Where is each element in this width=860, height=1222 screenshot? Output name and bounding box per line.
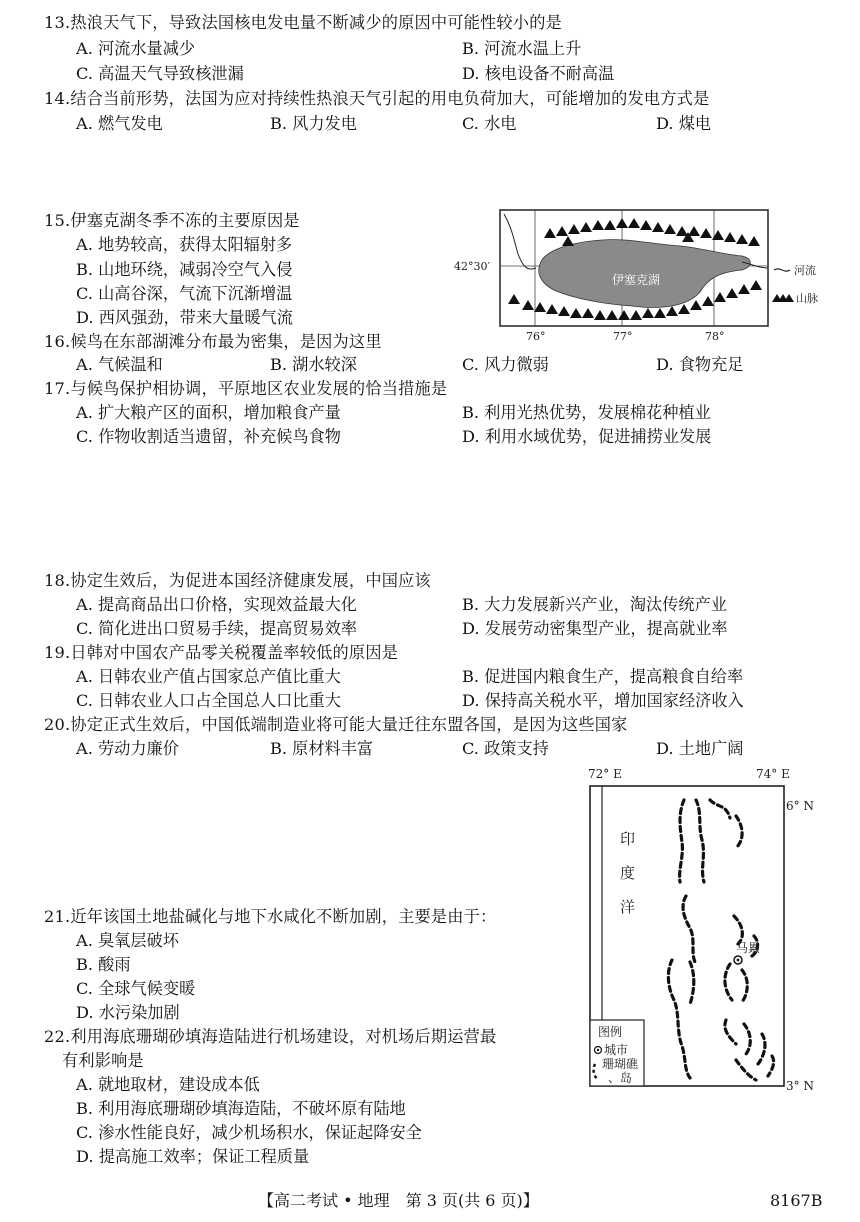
latitude-label: 42°30′ [454,260,490,273]
question-20-stem: 20.协定正式生效后，中国低端制造业将可能大量迁往东盟各国，是因为这些国家 [44,715,628,734]
q16-option-d: D. 食物充足 [656,355,744,374]
legend-coral-label: 珊瑚礁 [602,1057,639,1071]
longitude-label: 74° E [756,767,790,781]
q22-option-d: D. 提高施工效率；保证工程质量 [76,1147,310,1166]
question-22-stem-cont: 有利影响是 [62,1051,144,1070]
city-label: 马累 [736,941,761,955]
q19-option-d: D. 保持高关税水平，增加国家经济收入 [462,691,744,710]
question-18-stem: 18.协定生效后，为促进本国经济健康发展，中国应该 [44,571,431,590]
mountain-legend-icon [772,294,794,302]
q19-option-b: B. 促进国内粮食生产，提高粮食自给率 [462,667,744,686]
q13-option-c: C. 高温天气导致核泄漏 [76,64,244,83]
q18-option-b: B. 大力发展新兴产业，淘汰传统产业 [462,595,727,614]
q13-option-b: B. 河流水温上升 [462,39,582,58]
legend-city-label: 城市 [604,1043,629,1057]
q15-option-b: B. 山地环绕，减弱冷空气入侵 [76,260,293,279]
q20-option-c: C. 政策支持 [462,739,549,758]
q18-option-a: A. 提高商品出口价格，实现效益最大化 [76,595,357,614]
q18-option-c: C. 简化进出口贸易手续，提高贸易效率 [76,619,358,638]
issyk-kul-map [452,206,824,344]
lake-label: 伊塞克湖 [612,273,661,287]
question-22-stem: 22.利用海底珊瑚砂填海造陆进行机场建设，对机场后期运营最 [44,1027,497,1046]
q14-option-d: D. 煤电 [656,114,712,133]
q17-option-a: A. 扩大粮产区的面积，增加粮食产量 [76,403,341,422]
q13-option-d: D. 核电设备不耐高温 [462,64,615,83]
q21-option-a: A. 臭氧层破坏 [76,931,179,950]
q14-option-c: C. 水电 [462,114,517,133]
paper-code: 8167B [770,1191,823,1210]
q14-option-b: B. 风力发电 [270,114,357,133]
legend-title: 图例 [598,1025,623,1039]
maldives-map [586,764,834,1096]
ocean-label: 印 [620,830,636,848]
question-15-stem: 15.伊塞克湖冬季不冻的主要原因是 [44,211,300,230]
q22-option-a: A. 就地取材，建设成本低 [76,1075,260,1094]
legend-coral-label: 、岛 [608,1071,633,1085]
ocean-label: 度 [620,864,636,882]
q21-option-c: C. 全球气候变暖 [76,979,196,998]
legend-river-label: 河流 [794,264,816,277]
question-19-stem: 19.日韩对中国农产品零关税覆盖率较低的原因是 [44,643,399,662]
legend-mountain-label: 山脉 [796,292,818,305]
q16-option-a: A. 气候温和 [76,355,163,374]
longitude-label: 77° [613,330,633,343]
q17-option-c: C. 作物收割适当遗留，补充候鸟食物 [76,427,341,446]
q15-option-d: D. 西风强劲，带来大量暖气流 [76,308,293,327]
longitude-label: 76° [526,330,546,343]
ocean-label: 洋 [620,898,636,916]
question-17-stem: 17.与候鸟保护相协调，平原地区农业发展的恰当措施是 [44,379,448,398]
q21-option-b: B. 酸雨 [76,955,131,974]
q18-option-d: D. 发展劳动密集型产业，提高就业率 [462,619,728,638]
q20-option-a: A. 劳动力廉价 [76,739,179,758]
latitude-label: 6° N [786,799,814,813]
q13-option-a: A. 河流水量减少 [76,39,196,58]
river-legend-icon [774,269,790,271]
q22-option-c: C. 渗水性能良好，减少机场积水，保证起降安全 [76,1123,422,1142]
question-21-stem: 21.近年该国土地盐碱化与地下水咸化不断加剧，主要是由于： [44,907,497,926]
longitude-label: 72° E [588,767,622,781]
page-footer: 【高二考试 • 地理 第 3 页(共 6 页)】 [258,1191,539,1210]
q19-option-a: A. 日韩农业产值占国家总产值比重大 [76,667,341,686]
q17-option-b: B. 利用光热优势，发展棉花种植业 [462,403,711,422]
question-14-stem: 14.结合当前形势，法国为应对持续性热浪天气引起的用电负荷加大，可能增加的发电方式是 [44,89,710,108]
q15-option-a: A. 地势较高，获得太阳辐射多 [76,235,293,254]
latitude-label: 3° N [786,1079,814,1093]
q16-option-c: C. 风力微弱 [462,355,549,374]
question-13-stem: 13.热浪天气下，导致法国核电发电量不断减少的原因中可能性较小的是 [44,13,562,32]
q21-option-d: D. 水污染加剧 [76,1003,180,1022]
q14-option-a: A. 燃气发电 [76,114,163,133]
question-16-stem: 16.候鸟在东部湖滩分布最为密集，是因为这里 [44,332,382,351]
q20-option-b: B. 原材料丰富 [270,739,374,758]
q20-option-d: D. 土地广阔 [656,739,744,758]
q15-option-c: C. 山高谷深，气流下沉渐增温 [76,284,293,303]
q17-option-d: D. 利用水域优势，促进捕捞业发展 [462,427,712,446]
q16-option-b: B. 湖水较深 [270,355,357,374]
q19-option-c: C. 日韩农业人口占全国总人口比重大 [76,691,341,710]
q22-option-b: B. 利用海底珊瑚砂填海造陆，不破坏原有陆地 [76,1099,406,1118]
longitude-label: 78° [705,330,725,343]
